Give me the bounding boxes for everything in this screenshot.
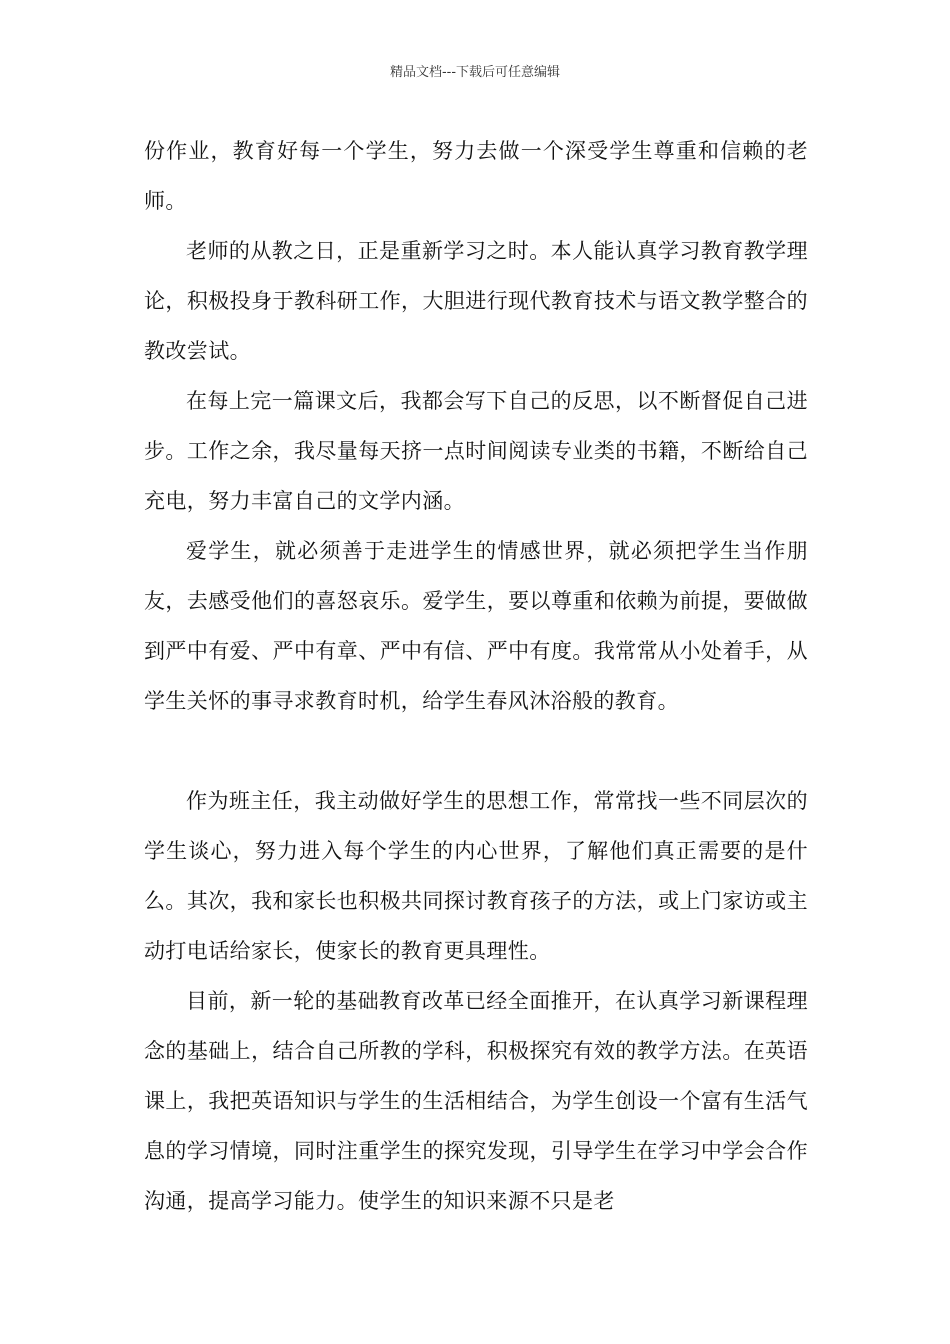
page-header: 精品文档---下载后可任意编辑 [389, 65, 561, 80]
paragraph-class-teacher: 作为班主任，我主动做好学生的思想工作，常常找一些不同层次的学生谈心，努力进入每个学生的内心世界，了解他们真正需要的是什么。其次，我和家长也积极共同探讨教育孩子的方法，或上门家访或主动打电话给家长，使家长的教育更具理性。 [144, 789, 808, 963]
paragraph-reform: 目前，新一轮的基础教育改革已经全面推开，在认真学习新课程理念的基础上，结合自己所教的学科，积极探究有效的教学方法。在英语课上，我把英语知识与学生的生活相结合，为学生创设一个富有生活气息的学习情境，同时注重学生的探究发现，引导学生在学习中学会合作沟通，提高学习能力。使学生的知识来源不只是老 [144, 989, 808, 1213]
paragraph-continuation: 份作业，教育好每一个学生，努力去做一个深受学生尊重和信赖的老师。 [144, 139, 808, 213]
paragraph-spacer [144, 726, 808, 776]
paragraph-learning: 老师的从教之日，正是重新学习之时。本人能认真学习教育教学理论，积极投身于教科研工作，大胆进行现代教育技术与语文教学整合的教改尝试。 [144, 239, 808, 363]
paragraph-love-students: 爱学生，就必须善于走进学生的情感世界，就必须把学生当作朋友，去感受他们的喜怒哀乐。爱学生，要以尊重和依赖为前提，要做做到严中有爱、严中有章、严中有信、严中有度。我常常从小处着手，从学生关怀的事寻求教育时机，给学生春风沐浴般的教育。 [144, 539, 808, 713]
document-body [144, 126, 808, 1226]
paragraph-reflection: 在每上完一篇课文后，我都会写下自己的反思，以不断督促自己进步。工作之余，我尽量每天挤一点时间阅读专业类的书籍，不断给自己充电，努力丰富自己的文学内涵。 [144, 389, 808, 513]
